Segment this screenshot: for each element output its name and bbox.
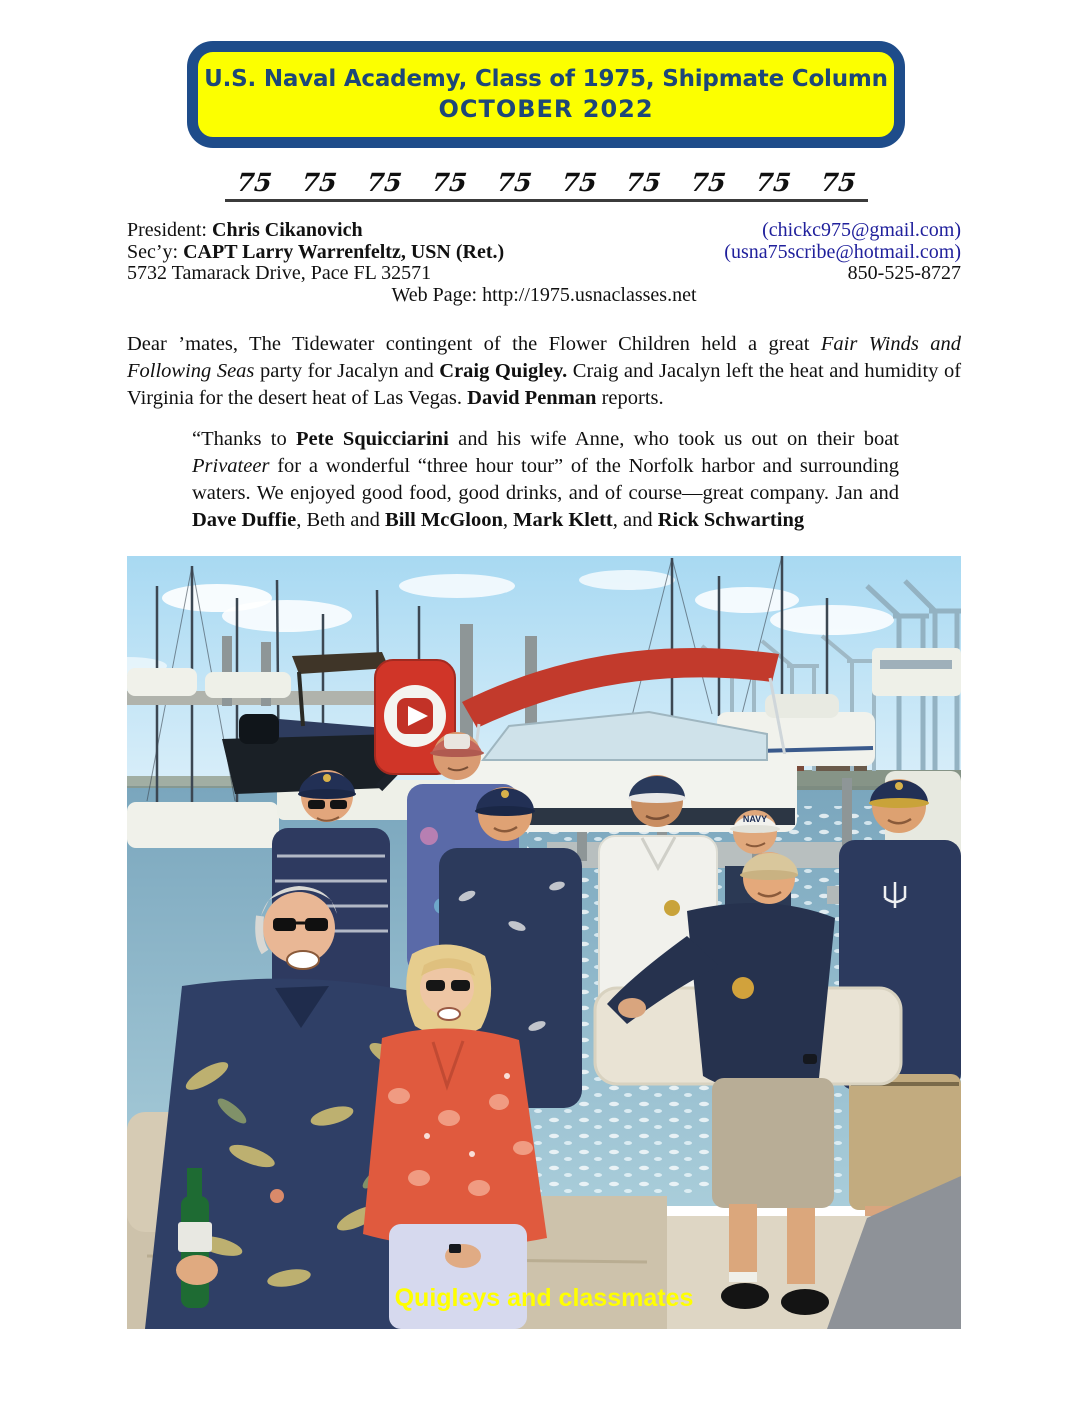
svg-text:NAVY: NAVY [742,814,768,824]
secretary-email-link[interactable]: (usna75scribe@hotmail.com) [724,240,961,263]
class-75-logo: 75 [235,168,274,197]
phone-number: 850-525-8727 [847,262,961,284]
president-name: Chris Cikanovich [212,219,363,241]
class-75-logo: 75 [495,168,533,197]
intro-paragraph: Dear ’mates, The Tidewater contingent of the Flower Children held a great Fair Winds and Following Seas party for Jacalyn and Craig Quigley. Craig and Jacalyn left the heat and humidity of Virginia for the desert heat of Las Vegas. David Penman reports. [127,333,962,409]
class-75-logo: 75 [560,168,598,197]
banner-title-line2: OCTOBER 2022 [438,95,654,123]
class-75-logo: 75 [365,168,404,197]
boat-group-photo [127,556,961,1329]
address-row [127,263,961,285]
banner-title-line1: U.S. Naval Academy, Class of 1975, Shipmate Column [204,66,888,92]
president-label: President: [127,219,212,241]
address-text: 5732 Tamarack Drive, Pace FL 32571 [127,262,432,284]
quote-paragraph: “Thanks to Pete Squicciarini and his wife Anne, who took us out on their boat Privateer for a wonderful “three hour tour” of the Norfolk harbor and surrounding waters. We enjoyed good food, good drinks, and of course—great company. Jan and Dave Duffie, Beth and Bill McGloon, Mark Klett, and Rick Schwarting [192,428,899,531]
secretary-name: CAPT Larry Warrenfeltz, USN (Ret.) [183,240,505,263]
secretary-row [127,242,961,264]
webpage-row: Web Page: http://1975.usnaclasses.net [391,283,697,306]
class-75-logo: 75 [300,168,339,197]
photo-caption: Quigleys and classmates [394,1284,694,1312]
title-banner [187,41,905,148]
president-row [127,220,961,242]
class-75-logo: 75 [624,168,663,197]
class-75-logo: 75 [689,168,728,197]
president-line [127,220,363,242]
secretary-label: Sec’y: [127,240,184,263]
contact-block [127,220,961,306]
secretary-line [127,242,504,264]
class-75-logo: 75 [754,168,793,197]
class-75-logo: 75 [430,168,469,197]
class-75-logo-row [225,169,868,202]
class-75-logo: 75 [819,168,858,197]
president-email-link[interactable]: (chickc975@gmail.com) [762,219,961,241]
